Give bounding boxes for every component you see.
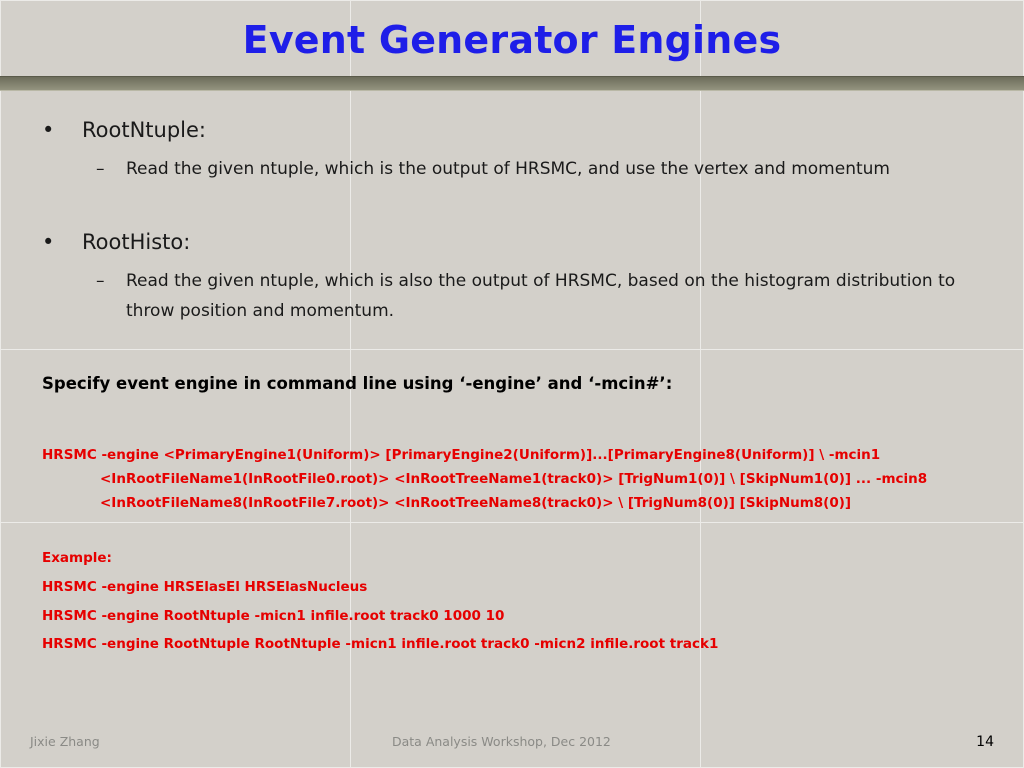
- usage-line-1: HRSMC -engine <PrimaryEngine1(Uniform)> [PrimaryEngine2(Uniform)]...[PrimaryEngine8(Uniform)] \ -mcin1: [42, 447, 881, 463]
- slide-title: Event Generator Engines: [242, 18, 782, 62]
- bullet-label: RootHisto:: [82, 230, 191, 254]
- sub-bullet-roothisto: [96, 266, 996, 326]
- dash-icon: –: [96, 159, 105, 179]
- bullet-rootntuple: [42, 118, 206, 142]
- example-line-3: HRSMC -engine RootNtuple RootNtuple -micn1 infile.root track0 -micn2 infile.root track1: [42, 636, 719, 652]
- sub-bullet-text: Read the given ntuple, which is the output of HRSMC, and use the vertex and momentum: [126, 159, 890, 179]
- usage-block: [42, 443, 1002, 515]
- bullet-roothisto: [42, 230, 190, 254]
- grid-line: [0, 0, 1024, 1]
- bullet-label: RootNtuple:: [82, 118, 206, 142]
- spec-text: Specify event engine in command line using ‘-engine’ and ‘-mcin#’:: [42, 374, 673, 393]
- usage-line-3: <InRootFileName8(InRootFile7.root)> <InRootTreeName8(track0)> \ [TrigNum8(0)] [SkipNum8(0)]: [100, 495, 852, 511]
- bullet-icon: •: [42, 118, 55, 142]
- example-line-1: HRSMC -engine HRSElasEl HRSElasNucleus: [42, 579, 368, 595]
- title-divider: [0, 76, 1024, 91]
- grid-line: [0, 0, 1, 768]
- example-heading: Example:: [42, 550, 112, 566]
- footer-author: Jixie Zhang: [30, 734, 100, 749]
- usage-line-2: <InRootFileName1(InRootFile0.root)> <InRootTreeName1(track0)> [TrigNum1(0)] \ [SkipNum1(0)] ... -mcin8: [100, 471, 928, 487]
- dash-icon: –: [96, 271, 105, 291]
- sub-bullet-rootntuple: [96, 154, 996, 184]
- footer-event: Data Analysis Workshop, Dec 2012: [392, 734, 611, 749]
- bullet-icon: •: [42, 230, 55, 254]
- example-line-2: HRSMC -engine RootNtuple -micn1 infile.root track0 1000 10: [42, 608, 505, 624]
- grid-line: [0, 349, 1024, 350]
- grid-line: [0, 522, 1024, 523]
- sub-bullet-text: Read the given ntuple, which is also the output of HRSMC, based on the histogram distribution to throw position and momentum.: [126, 271, 956, 321]
- page-number: 14: [976, 734, 994, 750]
- grid-line: [700, 0, 701, 768]
